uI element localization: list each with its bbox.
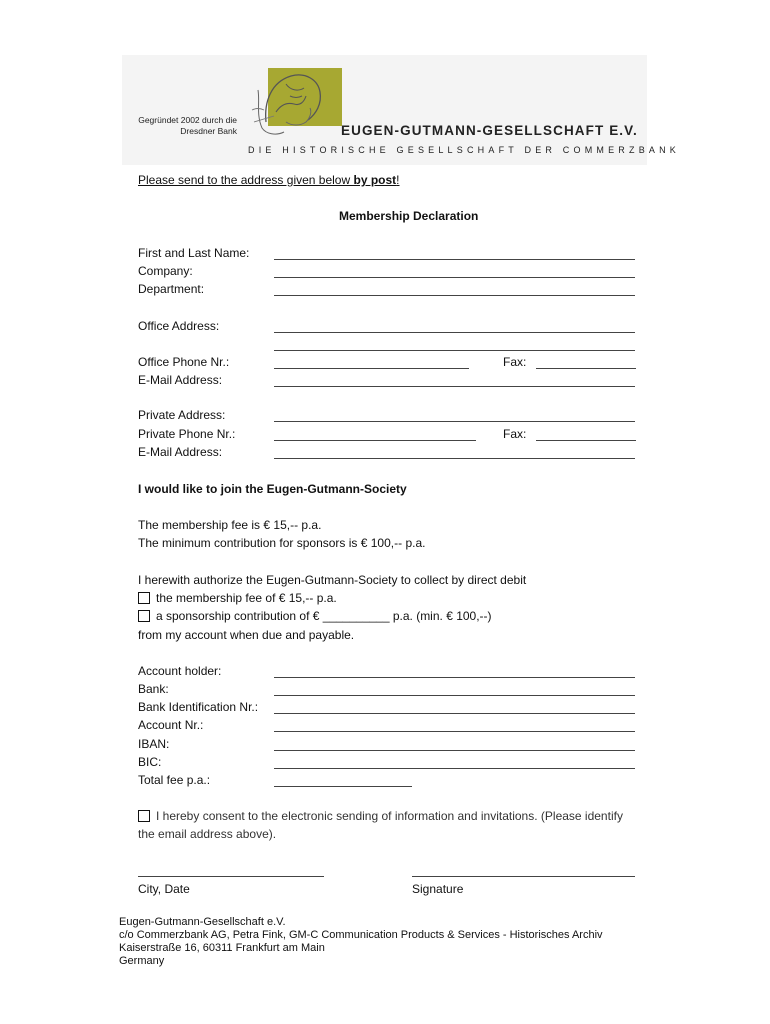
office-phone-field[interactable] (274, 368, 469, 369)
account-holder-field[interactable] (274, 677, 635, 678)
portrait-sketch-logo (246, 62, 338, 138)
minimum-contribution-text: The minimum contribution for sponsors is € 100,-- p.a. (138, 536, 426, 550)
bic-field[interactable] (274, 768, 635, 769)
office-address-field-1[interactable] (274, 332, 635, 333)
from-account-text: from my account when due and payable. (138, 628, 355, 642)
office-email-label: E-Mail Address: (138, 373, 223, 387)
footer-care-of: c/o Commerzbank AG, Petra Fink, GM-C Communication Products & Services - Historisches Archiv (119, 929, 603, 941)
founded-note (125, 115, 237, 137)
sponsorship-option-label: a sponsorship contribution of € __________ p.a. (min. € 100,--) (156, 609, 492, 623)
footer-street: Kaiserstraße 16, 60311 Frankfurt am Main (119, 942, 325, 954)
form-title: Membership Declaration (339, 209, 479, 223)
authorize-text: I herewith authorize the Eugen-Gutmann-Society to collect by direct debit (138, 573, 527, 587)
membership-fee-option-label: the membership fee of € 15,-- p.a. (156, 591, 337, 605)
join-heading: I would like to join the Eugen-Gutmann-Society (138, 482, 407, 496)
bank-id-label: Bank Identification Nr.: (138, 700, 259, 714)
office-email-field[interactable] (274, 386, 635, 387)
private-address-label: Private Address: (138, 408, 226, 422)
bic-label: BIC: (138, 755, 162, 769)
private-phone-label: Private Phone Nr.: (138, 427, 236, 441)
consent-checkbox[interactable] (138, 810, 150, 822)
account-holder-label: Account holder: (138, 664, 222, 678)
iban-label: IBAN: (138, 737, 170, 751)
footer-org-name: Eugen-Gutmann-Gesellschaft e.V. (119, 916, 286, 928)
bank-field[interactable] (274, 695, 635, 696)
footer-country: Germany (119, 955, 165, 967)
company-field[interactable] (274, 277, 635, 278)
private-fax-label: Fax: (503, 427, 527, 441)
org-subtitle: DIE HISTORISCHE GESELLSCHAFT DER COMMERZBANK (248, 145, 681, 155)
signature-label: Signature (412, 882, 464, 896)
city-date-label: City, Date (138, 882, 190, 896)
office-fax-label: Fax: (503, 355, 527, 369)
private-fax-field[interactable] (536, 440, 636, 441)
consent-text-line-2: the email address above). (138, 827, 277, 841)
founded-line-2: Dresdner Bank (180, 126, 237, 136)
account-number-label: Account Nr.: (138, 718, 204, 732)
founded-line-1: Gegründet 2002 durch die (138, 115, 237, 125)
office-phone-label: Office Phone Nr.: (138, 355, 230, 369)
account-number-field[interactable] (274, 731, 635, 732)
membership-fee-text: The membership fee is € 15,-- p.a. (138, 518, 322, 532)
intro-text: Please send to the address given below (138, 173, 354, 187)
bank-id-field[interactable] (274, 713, 635, 714)
name-field[interactable] (274, 259, 635, 260)
org-name: EUGEN-GUTMANN-GESELLSCHAFT E.V. (341, 123, 638, 138)
total-fee-label: Total fee p.a.: (138, 773, 211, 787)
company-label: Company: (138, 264, 193, 278)
intro-end: ! (396, 173, 400, 187)
signature-field[interactable] (412, 876, 635, 877)
city-date-field[interactable] (138, 876, 324, 877)
department-label: Department: (138, 282, 205, 296)
bank-label: Bank: (138, 682, 169, 696)
office-address-field-2[interactable] (274, 350, 635, 351)
total-fee-field[interactable] (274, 786, 412, 787)
department-field[interactable] (274, 295, 635, 296)
private-phone-field[interactable] (274, 440, 476, 441)
intro-instruction (138, 173, 400, 187)
name-label: First and Last Name: (138, 246, 250, 260)
office-fax-field[interactable] (536, 368, 636, 369)
private-email-label: E-Mail Address: (138, 445, 223, 459)
office-address-label: Office Address: (138, 319, 220, 333)
private-address-field[interactable] (274, 421, 635, 422)
intro-bold: by post (353, 173, 397, 187)
iban-field[interactable] (274, 750, 635, 751)
membership-fee-checkbox[interactable] (138, 592, 150, 604)
sponsorship-checkbox[interactable] (138, 610, 150, 622)
consent-text-line-1: I hereby consent to the electronic sending of information and invitations. (Please identify (156, 809, 623, 823)
private-email-field[interactable] (274, 458, 635, 459)
